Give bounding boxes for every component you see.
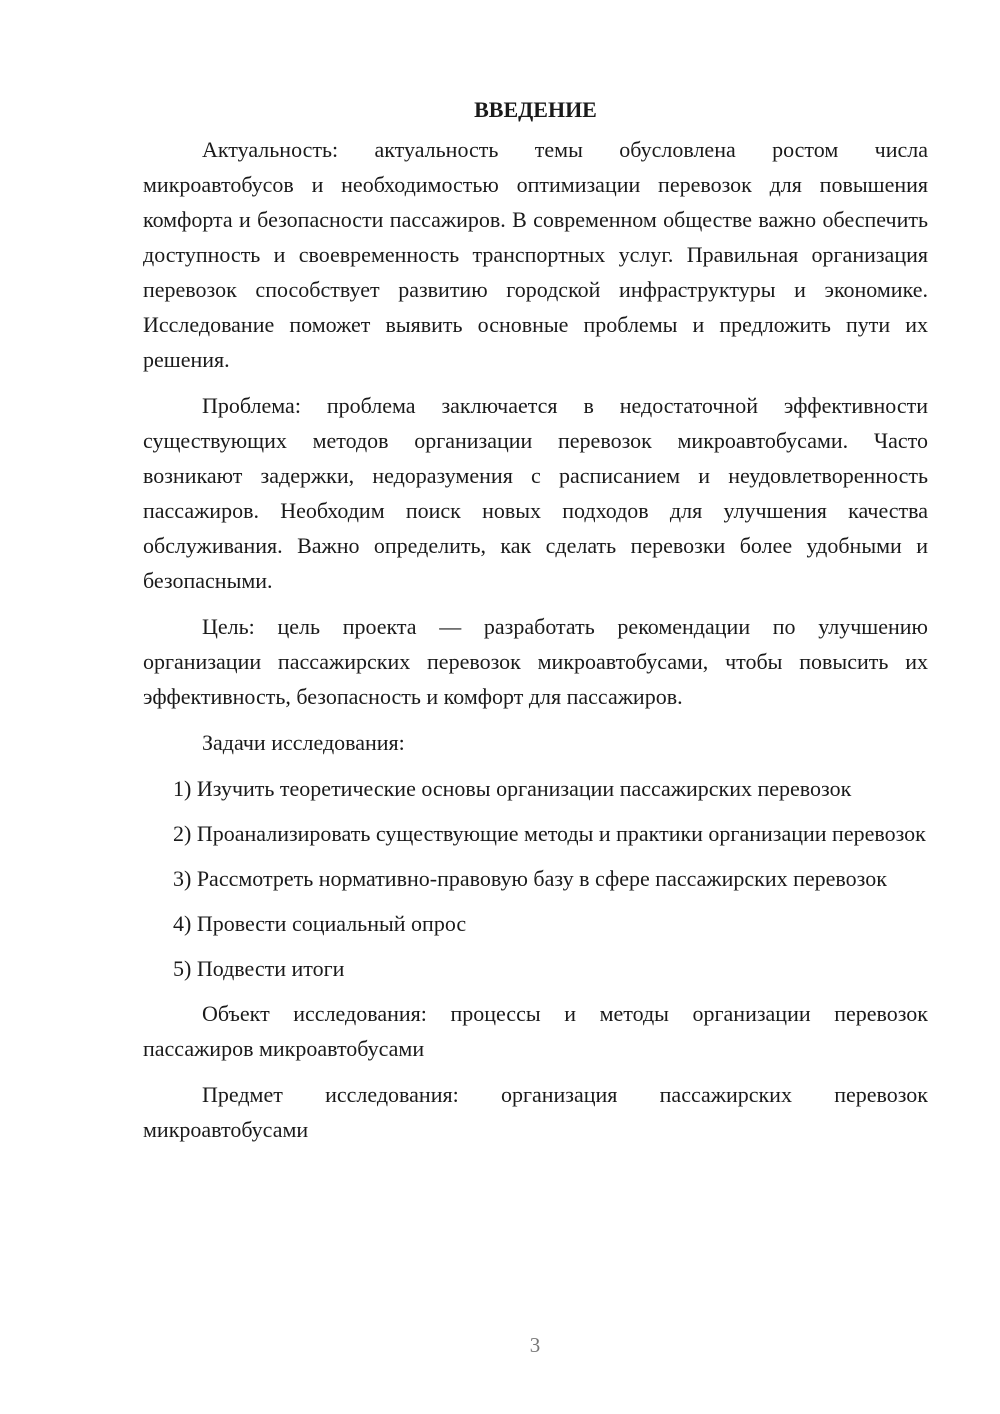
- paragraph-subject: Предмет исследования: организация пассажирских перевозок микроавтобусами: [143, 1082, 928, 1142]
- tasks-list: [143, 771, 928, 986]
- task-item-2: 2) Проанализировать существующие методы и практики организации перевозок: [173, 821, 926, 846]
- paragraph-goal: Цель: цель проекта — разработать рекомендации по улучшению организации пассажирских перевозок микроавтобусами, чтобы повысить их эффективность, безопасность и комфорт для пассажиров.: [143, 614, 928, 709]
- task-item-5: 5) Подвести итоги: [173, 956, 345, 981]
- tasks-heading: Задачи исследования:: [202, 730, 405, 755]
- task-item-3: 3) Рассмотреть нормативно-правовую базу в сфере пассажирских перевозок: [173, 866, 887, 891]
- task-item-4: 4) Провести социальный опрос: [173, 911, 467, 936]
- paragraph-problem: Проблема: проблема заключается в недостаточной эффективности существующих методов организации перевозок микроавтобусами. Часто возникают задержки, недоразумения с расписанием и неудовлетворенность пассажиров. Необходим поиск новых подходов для улучшения качества обслуживания. Важно определить, как сделать перевозки более удобными и безопасными.: [143, 393, 928, 593]
- page-number: 3: [529, 1333, 541, 1357]
- paragraph-object: Объект исследования: процессы и методы организации перевозок пассажиров микроавтобусами: [143, 1001, 928, 1061]
- page-title: ВВЕДЕНИЕ: [474, 97, 597, 122]
- paragraph-relevance: Актуальность: актуальность темы обусловлена ростом числа микроавтобусов и необходимостью оптимизации перевозок для повышения комфорта и безопасности пассажиров. В современном обществе важно обеспечить доступность и своевременность транспортных услуг. Правильная организация перевозок способствует развитию городской инфраструктуры и экономике. Исследование поможет выявить основные проблемы и предложить пути их решения.: [143, 137, 928, 372]
- page-content: [143, 92, 928, 1158]
- task-item-1: 1) Изучить теоретические основы организации пассажирских перевозок: [173, 776, 852, 801]
